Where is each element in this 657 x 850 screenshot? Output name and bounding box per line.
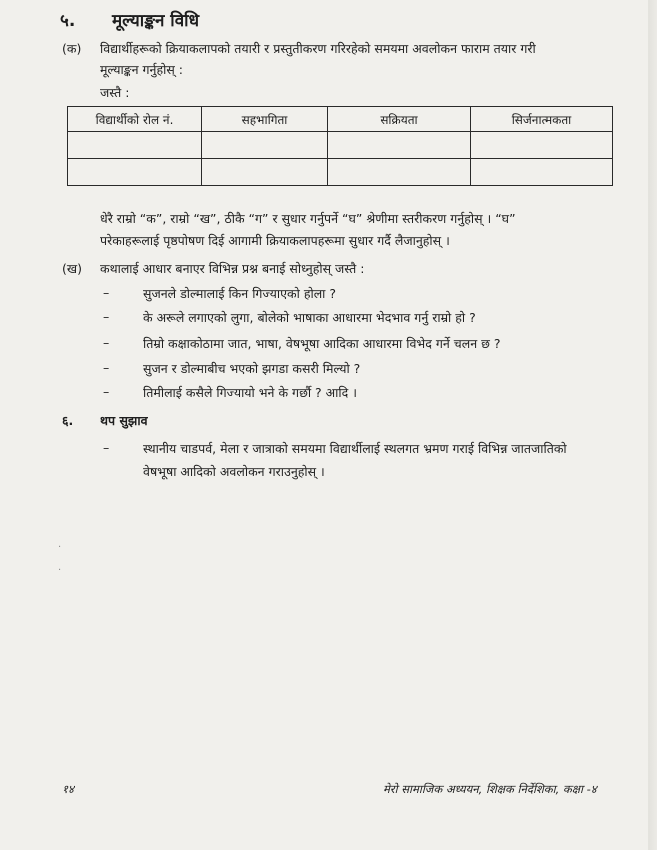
- table-row: [68, 132, 613, 159]
- table-cell: [68, 159, 202, 186]
- question-dash: –: [103, 285, 110, 300]
- question-3: तिम्रो कक्षाकोठामा जात, भाषा, वेषभूषा आदिका आधारमा विभेद गर्ने चलन छ ?: [143, 336, 501, 351]
- table-cell: [471, 159, 613, 186]
- suggestion-line1: स्थानीय चाडपर्व, मेला र जात्राको समयमा विद्यार्थीलाई स्थलगत भ्रमण गराई विभिन्न जातजातिको: [143, 441, 567, 456]
- section-5-title: मूल्याङ्कन विधि: [112, 11, 200, 31]
- rating-line2: परेकाहरूलाई पृष्ठपोषण दिई आगामी क्रियाकलापहरूमा सुधार गर्दै लैजानुहोस् ।: [100, 233, 450, 248]
- suggestion-line2: वेषभूषा आदिको अवलोकन गराउनुहोस् ।: [143, 464, 325, 479]
- header-creativity: सिर्जनात्मकता: [471, 107, 613, 132]
- scan-speck: ·: [58, 542, 62, 553]
- suggestion-dash: –: [103, 440, 110, 455]
- item-b-intro: कथालाई आधार बनाएर विभिन्न प्रश्न बनाई सोध्नुहोस् जस्तै :: [100, 261, 365, 276]
- item-a-line1: विद्यार्थीहरूको क्रियाकलापको तयारी र प्रस्तुतीकरण गरिरहेको समयमा अवलोकन फाराम तयार गरी: [100, 41, 536, 56]
- page-edge: [627, 0, 657, 850]
- table-cell: [68, 132, 202, 159]
- table-cell: [202, 132, 328, 159]
- header-roll-number: विद्यार्थीको रोल नं.: [68, 107, 202, 132]
- rating-line1: धेरै राम्रो “क”, राम्रो “ख”, ठीकै “ग” र सुधार गर्नुपर्ने “घ” श्रेणीमा स्तरीकरण गर्नुहोस् । “घ”: [100, 211, 516, 226]
- footer-book-title: मेरो सामाजिक अध्ययन, शिक्षक निर्देशिका, कक्षा -४: [383, 782, 597, 796]
- section-6-number: ६.: [62, 413, 74, 428]
- question-dash: –: [103, 360, 110, 375]
- item-a-marker: (क): [62, 41, 82, 56]
- item-b-marker: (ख): [62, 261, 82, 276]
- header-activeness: सक्रियता: [328, 107, 471, 132]
- question-1: सुजनले डोल्मालाई किन गिज्याएको होला ?: [143, 286, 337, 301]
- table-cell: [328, 159, 471, 186]
- item-a-line2: मूल्याङ्कन गर्नुहोस् :: [100, 62, 183, 77]
- table-cell: [471, 132, 613, 159]
- question-dash: –: [103, 309, 110, 324]
- section-6-title: थप सुझाव: [100, 413, 148, 428]
- page-number: १४: [62, 782, 74, 796]
- table-header-row: [68, 107, 613, 132]
- question-2: के अरूले लगाएको लुगा, बोलेको भाषाका आधारमा भेदभाव गर्नु राम्रो हो ?: [143, 310, 476, 325]
- header-participation: सहभागिता: [202, 107, 328, 132]
- table-row: [68, 159, 613, 186]
- scan-speck: ·: [58, 565, 62, 576]
- example-label: जस्तै :: [100, 85, 130, 100]
- table-cell: [202, 159, 328, 186]
- question-5: तिमीलाई कसैले गिज्यायो भने के गर्छौ ? आदि ।: [143, 385, 358, 400]
- observation-form-table: [67, 106, 613, 186]
- section-5-number: ५.: [60, 11, 76, 31]
- question-dash: –: [103, 335, 110, 350]
- question-dash: –: [103, 384, 110, 399]
- table-cell: [328, 132, 471, 159]
- question-4: सुजन र डोल्माबीच भएको झगडा कसरी मिल्यो ?: [143, 361, 361, 376]
